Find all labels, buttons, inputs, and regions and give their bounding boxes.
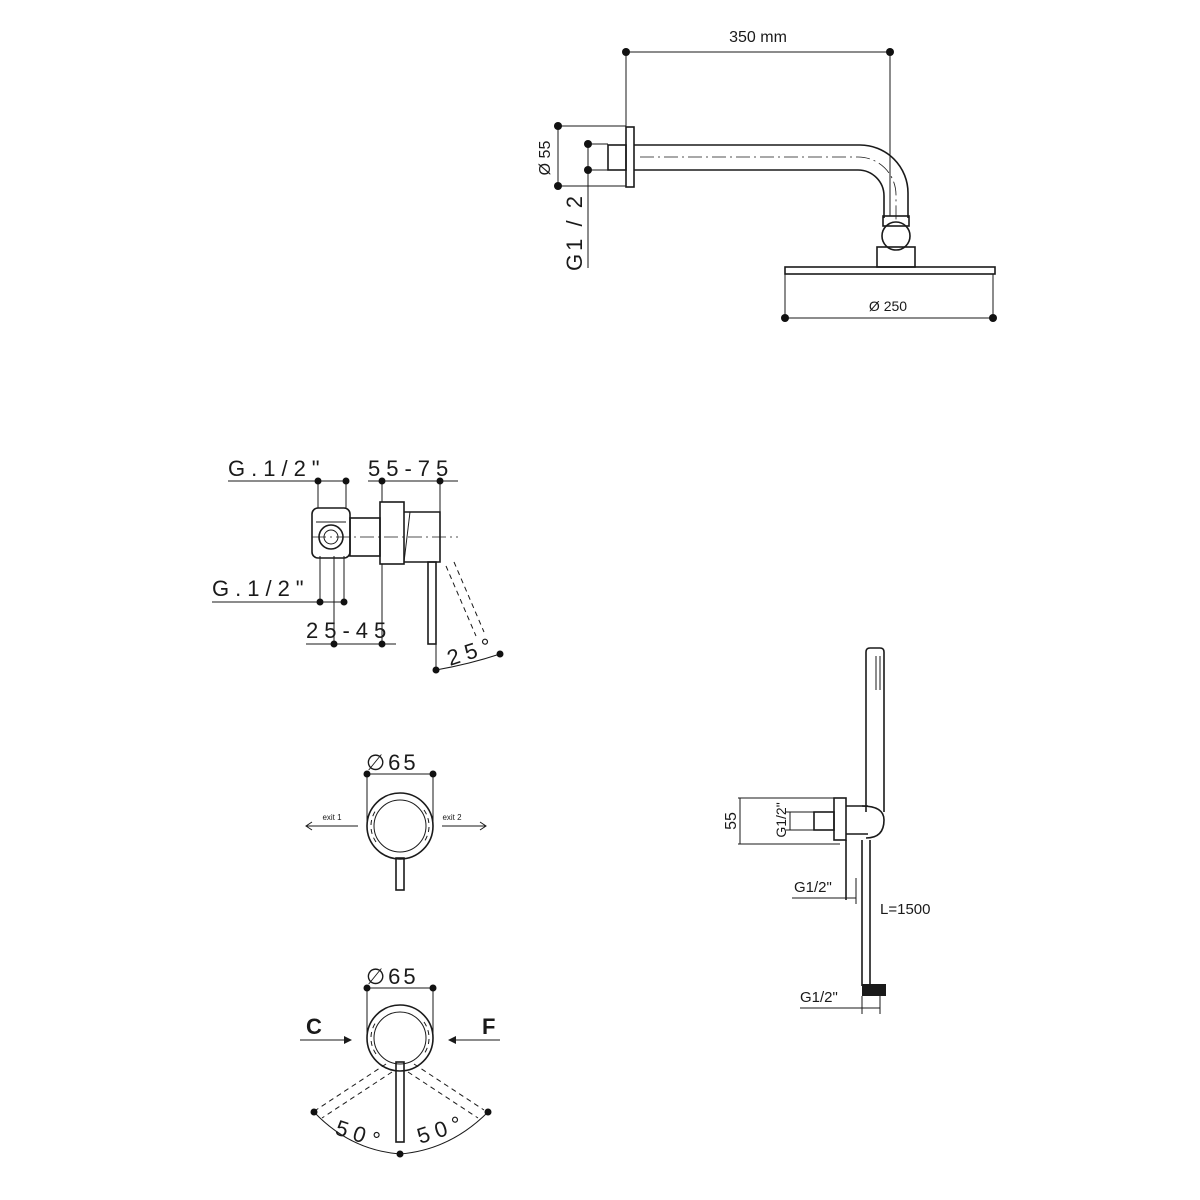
diverter-escutcheon (367, 793, 433, 859)
mixer-escutcheon (367, 1005, 433, 1071)
hand-shower-view (723, 648, 930, 1014)
holder-height-label: 55 (723, 812, 740, 830)
angle-left-label: 50° (332, 1114, 389, 1155)
wall-outlet (814, 812, 834, 830)
inlet-thread-top-label: G.1/2" (228, 456, 326, 481)
diverter-front-view (306, 750, 486, 890)
mixer-diameter-label: ∅65 (366, 964, 419, 989)
hose-length-label: L=1500 (880, 901, 931, 918)
inlet-thread-bottom-label: G.1/2" (212, 576, 310, 601)
mixer-lever (396, 1062, 404, 1142)
hose-nut (862, 984, 886, 996)
recess-range-label: 25-45 (306, 618, 393, 643)
wall-flange (626, 127, 634, 187)
diverter-knob (374, 800, 426, 852)
mixer-front-view (300, 964, 500, 1158)
hose-bottom-thread-label: G1/2" (800, 989, 838, 1006)
shower-head (785, 267, 995, 274)
cold-label: F (482, 1014, 496, 1039)
mixer-side-view (212, 456, 504, 674)
flange-diameter-label: Ø 55 (537, 140, 554, 176)
arm-tube-bottom (634, 170, 884, 218)
lever-handle (428, 562, 436, 644)
arm-centerline (640, 157, 896, 220)
hand-shower-handle (866, 648, 884, 812)
depth-range-label: 55-75 (368, 456, 455, 481)
outlet-thread-label: G1/2" (773, 802, 789, 838)
lever-angle-label: 25° (443, 631, 501, 671)
wall-connector (608, 145, 626, 170)
arm-thread-label: G1 / 2 (562, 193, 587, 271)
exit-1-label: exit 1 (322, 813, 342, 822)
exit-2-label: exit 2 (442, 813, 462, 822)
mixer-knob (374, 1012, 426, 1064)
hot-label: C (306, 1014, 322, 1039)
arm-length-label: 350 mm (729, 29, 787, 46)
lever-tilt-outline (446, 562, 484, 636)
hose-top-thread-label: G1/2" (794, 879, 832, 896)
lever-right-outline (408, 1064, 484, 1118)
lever-left-outline (316, 1064, 392, 1118)
shower-arm-view (537, 29, 997, 322)
holder-plate (834, 798, 846, 840)
angle-right-label: 50° (413, 1109, 471, 1149)
diverter-diameter-label: ∅65 (366, 750, 419, 775)
head-diameter-label: Ø 250 (868, 298, 908, 314)
inlet-body (312, 508, 350, 558)
diverter-lever (396, 858, 404, 890)
holder-arm (846, 806, 868, 834)
wall-plate (380, 502, 404, 564)
arm-tube-top (634, 145, 908, 218)
